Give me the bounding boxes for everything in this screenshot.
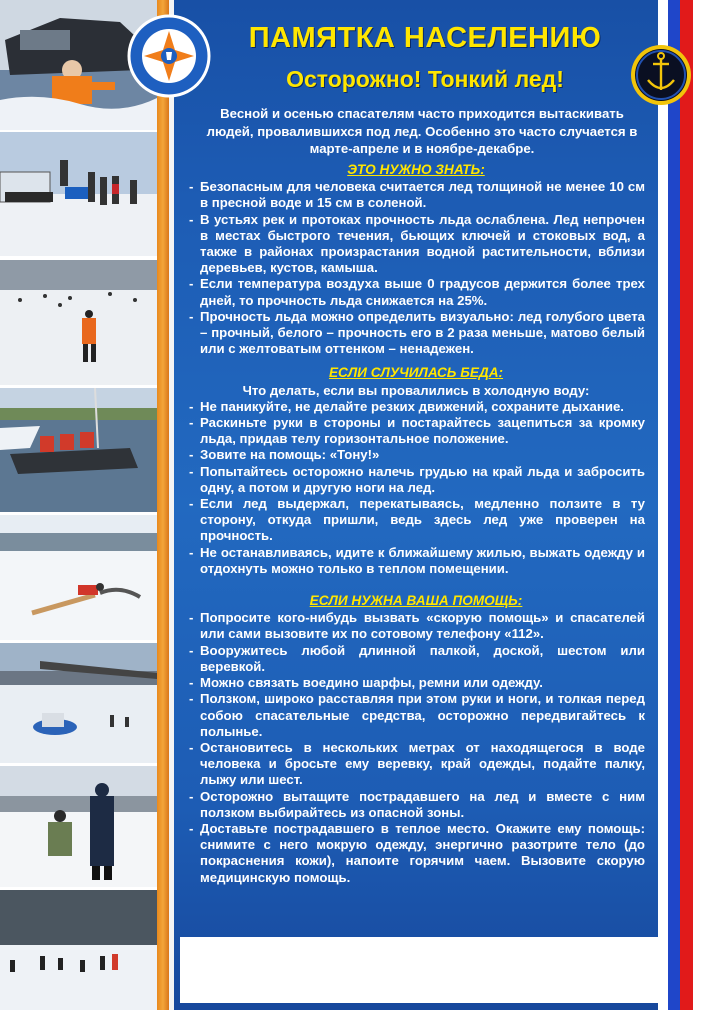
photo-hovercraft-river (0, 643, 157, 763)
photo-crawling-rescue (0, 515, 157, 640)
list-item: - Вооружитесь любой длинной палкой, доской, шестом или веревкой. (187, 643, 645, 675)
photo-ice-fishermen (0, 260, 157, 385)
list-item: - Попросите кого-нибудь вызвать «скорую помощь» и спасателей или сами вызовите их по сотовому телефону «112». (187, 610, 645, 642)
photo-rescuer-and-fisherman (0, 766, 157, 887)
flag-stripe-white (658, 0, 668, 1010)
list-item: - Ползком, широко расставляя при этом руки и ноги, и толкая перед собою спасательные средства, осторожно передвигайтесь к полынье. (187, 691, 645, 740)
list-item: - Зовите на помощь: «Тону!» (187, 447, 645, 463)
section-know-heading: ЭТО НУЖНО ЗНАТЬ: (347, 162, 485, 177)
photo-people-on-ice (0, 890, 157, 1010)
section-trouble-list (187, 399, 645, 577)
list-item: - Не останавливаясь, идите к ближайшему жилью, выжать одежду и отдохнуть можно только в теплом помещении. (187, 545, 645, 577)
flag-stripe-blue (668, 0, 680, 1010)
list-item: - Раскиньте руки в стороны и постарайтесь зацепиться за кромку льда, придав телу горизонтальное положение. (187, 415, 645, 447)
list-item: - Остановитесь в нескольких метрах от находящегося в воде человека и бросьте ему веревку, край одежды, подайте палку, лыжу или шест. (187, 740, 645, 789)
list-item: - Прочность льда можно определить визуально: лед голубого цвета – прочный, белого – прочность его в 2 раза меньше, матово белый или с желтоватым оттенком – ненадежен. (187, 309, 645, 358)
section-trouble-heading: ЕСЛИ СЛУЧИЛАСЬ БЕДА: (328, 365, 504, 381)
blank-footer-box (180, 937, 658, 1003)
list-item: - Осторожно вытащите пострадавшего на лед и вместе с ним ползком выбирайтесь из опасной зоны. (187, 789, 645, 821)
list-item: - Доставьте пострадавшего в теплое место. Окажите ему помощь: снимите с него мокрую одежду, энергично разотрите тело (до покраснения кожи), напоите горячим чаем. Вызовите скорую медицинскую помощь. (187, 821, 645, 886)
section-help-heading: ЕСЛИ НУЖНА ВАША ПОМОЩЬ: (309, 593, 523, 609)
bottom-margin (0, 1010, 717, 1024)
section-trouble-intro: Что делать, если вы провалились в холодную воду: (242, 382, 590, 398)
intro-text: Весной и осенью спасателям часто приходится вытаскивать людей, провалившихся под лед. Особенно это часто случается в марте-апреле и в ноябре-декабре. (206, 106, 638, 156)
memo-content (187, 160, 645, 886)
list-item: - Попытайтесь осторожно налечь грудью на край льда и забросить одну, а потом и другую ноги на лед. (187, 464, 645, 496)
mchs-emblem-icon (127, 14, 211, 98)
list-item: - Не паникуйте, не делайте резких движений, сохраните дыхание. (187, 399, 645, 415)
page-title: ПАМЯТКА НАСЕЛЕНИЮ (248, 22, 602, 54)
photo-rescue-boat (0, 388, 157, 512)
list-item: - Если лед выдержал, перекатываясь, медленно ползите в ту сторону, откуда пришли, ведь здесь лед уже проверен на прочность. (187, 496, 645, 545)
flag-stripe-red (680, 0, 693, 1010)
section-help-list (187, 610, 645, 885)
photo-column (0, 0, 157, 1010)
page-subtitle: Осторожно! Тонкий лед! (286, 66, 564, 92)
list-item: - Безопасным для человека считается лед толщиной не менее 10 см в пресной воде и 15 см в соленой. (187, 179, 645, 211)
list-item: - В устьях рек и протоках прочность льда ослаблена. Лед непрочен в местах быстрого течения, бьющих ключей и стоковых вод, а также в районах произрастания водной растительности, вблизи деревьев, кустов, камыша. (187, 212, 645, 277)
photo-hovercraft (0, 132, 157, 256)
list-item: - Можно связать воедино шарфы, ремни или одежду. (187, 675, 645, 691)
section-know-list (187, 179, 645, 357)
orange-stripe (157, 0, 169, 1010)
list-item: - Если температура воздуха выше 0 градусов держится более трех дней, то прочность льда снижается на 25%. (187, 276, 645, 308)
